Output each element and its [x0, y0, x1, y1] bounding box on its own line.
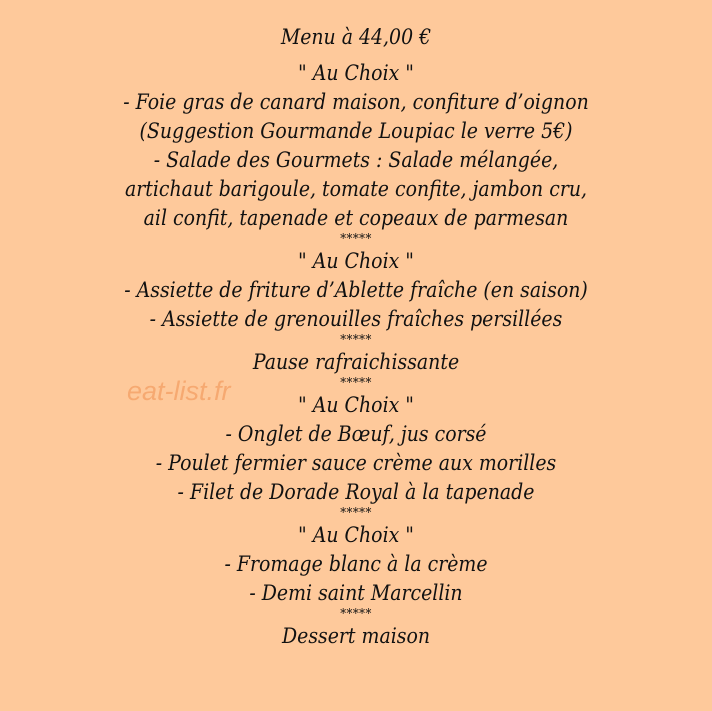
- separator: *****: [340, 333, 372, 348]
- menu-item: - Assiette de grenouilles fraîches persillées: [149, 307, 563, 331]
- menu-item: (Suggestion Gourmande Loupiac le verre 5€): [139, 119, 573, 143]
- separator: *****: [340, 506, 372, 521]
- section-heading-4: " Au Choix ": [298, 523, 414, 547]
- menu-item: - Poulet fermier sauce crème aux morilles: [155, 451, 557, 475]
- menu-item: Pause rafraichissante: [252, 350, 460, 374]
- section-heading-2: " Au Choix ": [298, 249, 414, 273]
- menu-item: Dessert maison: [281, 624, 431, 648]
- watermark: eat-list.fr: [127, 376, 231, 406]
- menu-item: artichaut barigoule, tomate confite, jambon cru,: [124, 177, 588, 201]
- section-heading-1: " Au Choix ": [298, 61, 414, 85]
- separator: *****: [340, 232, 372, 247]
- menu-item: - Foie gras de canard maison, confiture d’oignon: [123, 90, 589, 114]
- menu-card: [0, 23, 712, 651]
- menu-item: - Fromage blanc à la crème: [224, 552, 488, 576]
- separator: *****: [340, 607, 372, 622]
- section-heading-3: " Au Choix ": [298, 393, 414, 417]
- menu-item: - Salade des Gourmets : Salade mélangée,: [153, 148, 559, 172]
- menu-item: - Assiette de friture d’Ablette fraîche (en saison): [124, 278, 588, 302]
- menu-title: Menu à 44,00 €: [280, 25, 432, 49]
- menu-item: - Filet de Dorade Royal à la tapenade: [177, 480, 535, 504]
- menu-item: - Onglet de Bœuf, jus corsé: [225, 422, 487, 446]
- menu-item: ail confit, tapenade et copeaux de parmesan: [143, 206, 569, 230]
- menu-item: - Demi saint Marcellin: [249, 581, 463, 605]
- separator: *****: [340, 376, 372, 391]
